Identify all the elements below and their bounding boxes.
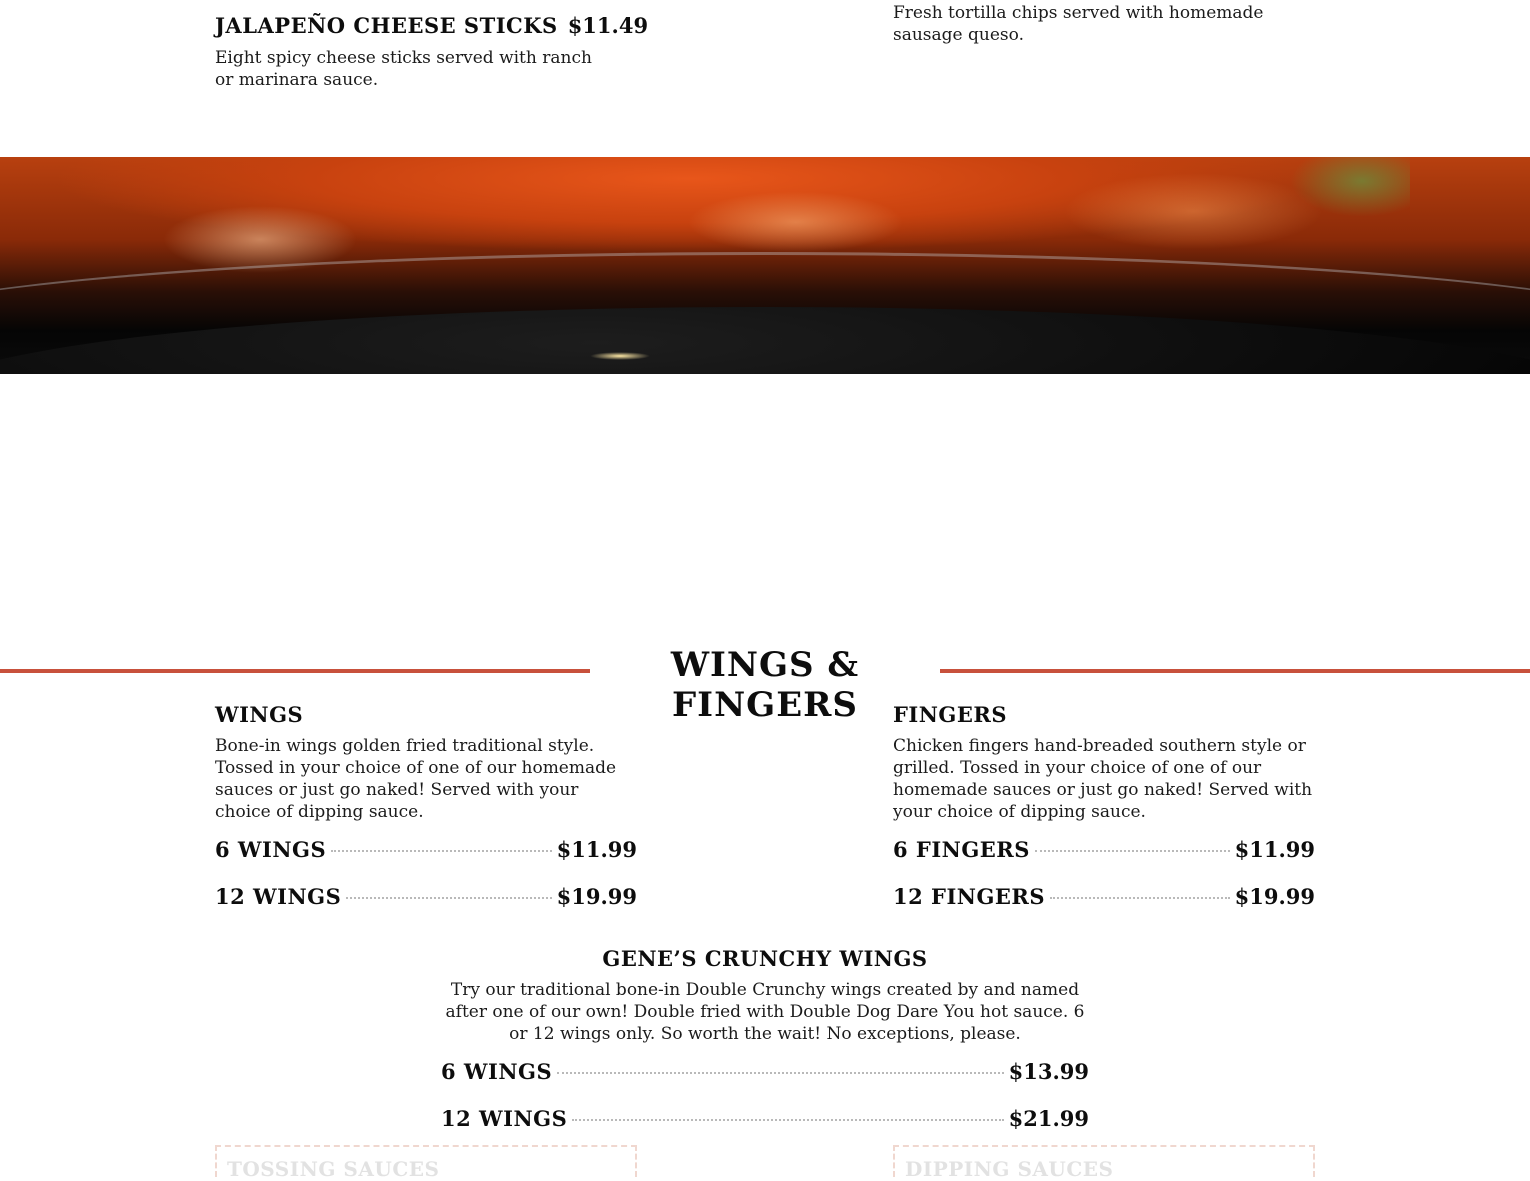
price-row-crunchy-12-wings xyxy=(441,1106,1089,1131)
dipping-sauces-box xyxy=(893,1145,1315,1181)
option-price: $11.99 xyxy=(556,837,637,862)
price-row-6-fingers xyxy=(893,837,1315,862)
fingers-heading: FINGERS xyxy=(893,702,1007,727)
price-row-12-fingers xyxy=(893,884,1315,909)
dot-leader xyxy=(572,1119,1003,1121)
price-row-6-wings xyxy=(215,837,637,862)
option-name: 12 WINGS xyxy=(215,884,342,909)
wings-heading: WINGS xyxy=(215,702,304,727)
wings-description: Bone-in wings golden fried traditional style. Tossed in your choice of one of our homemade sauces or just go naked! Served with your choice of dipping sauce. xyxy=(215,736,617,822)
option-name: 6 WINGS xyxy=(215,837,327,862)
option-price: $19.99 xyxy=(556,884,637,909)
item-description-right: Fresh tortilla chips served with homemade sausage queso. xyxy=(893,3,1264,45)
tossing-sauces-heading: TOSSING SAUCES xyxy=(227,1157,440,1181)
option-name: 12 WINGS xyxy=(441,1106,568,1131)
option-price: $21.99 xyxy=(1008,1106,1089,1131)
price-row-crunchy-6-wings xyxy=(441,1059,1089,1084)
item-description: Eight spicy cheese sticks served with ranch or marinara sauce. xyxy=(215,48,592,90)
dot-leader xyxy=(331,850,552,852)
fingers-description: Chicken fingers hand-breaded southern style or grilled. Tossed in your choice of one of our homemade sauces or just go naked! Served with your choice of dipping sauce. xyxy=(893,736,1313,822)
dot-leader xyxy=(1050,897,1230,899)
option-price: $11.99 xyxy=(1234,837,1315,862)
option-name: 12 FINGERS xyxy=(893,884,1046,909)
item-name: JALAPEÑO CHEESE STICKS xyxy=(215,13,558,38)
tossing-sauces-box xyxy=(215,1145,637,1181)
dipping-sauces-heading: DIPPING SAUCES xyxy=(905,1157,1114,1181)
option-name: 6 FINGERS xyxy=(893,837,1030,862)
option-price: $13.99 xyxy=(1008,1059,1089,1084)
section-title: WINGS & FINGERS xyxy=(590,645,940,725)
hero-food-image xyxy=(0,157,1530,374)
dot-leader xyxy=(557,1072,1004,1074)
option-name: 6 WINGS xyxy=(441,1059,553,1084)
section-divider-right xyxy=(940,669,1530,673)
price-row-12-wings xyxy=(215,884,637,909)
crunchy-wings-description: Try our traditional bone-in Double Crunchy wings created by and named after one of our own! Double fried with Double Dog Dare You hot sauce. 6 or 12 wings only. So worth the wait! No exceptions, please. xyxy=(445,980,1085,1044)
item-price: $11.49 xyxy=(567,13,649,38)
dot-leader xyxy=(346,897,551,899)
crunchy-wings-heading: GENE’S CRUNCHY WINGS xyxy=(602,946,928,971)
section-divider-left xyxy=(0,669,590,673)
menu-item-jalapeno-cheese-sticks xyxy=(215,13,649,38)
dot-leader xyxy=(1035,850,1230,852)
option-price: $19.99 xyxy=(1234,884,1315,909)
